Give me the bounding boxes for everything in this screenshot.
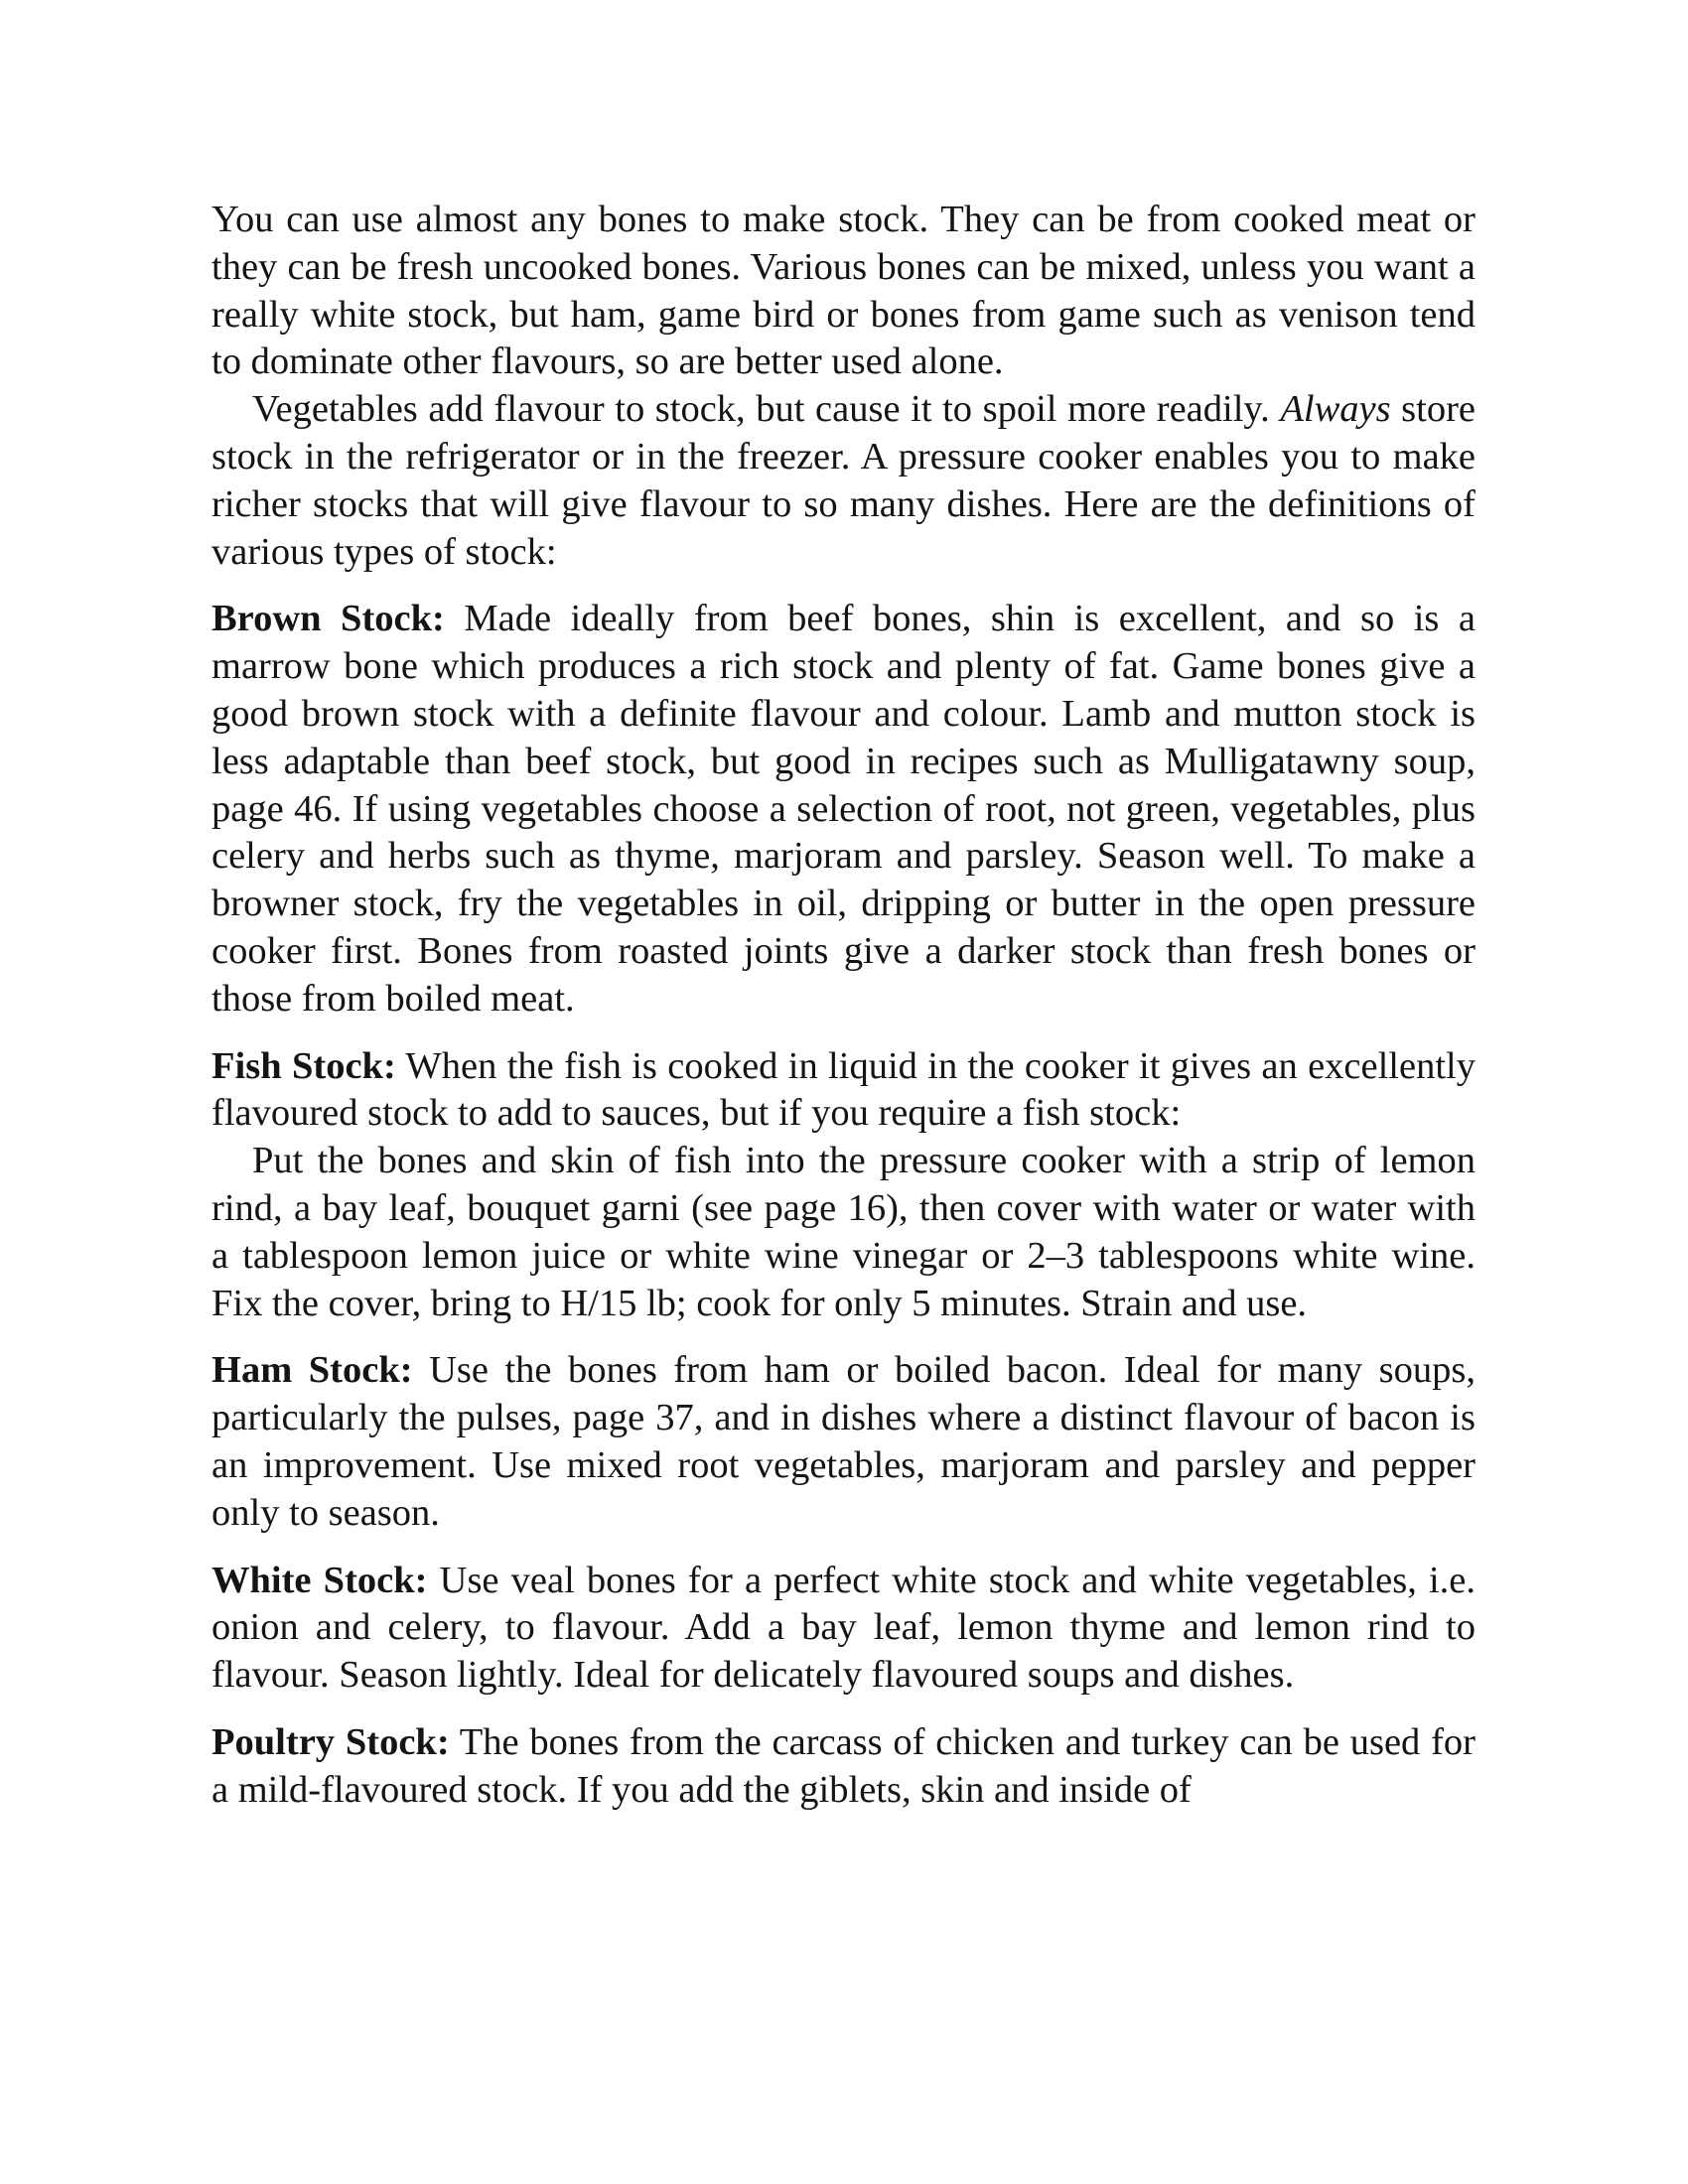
entry-ham-stock [211, 1347, 1476, 1537]
term-white-stock: White Stock: [211, 1559, 428, 1601]
term-brown-stock: Brown Stock: [211, 598, 445, 640]
term-poultry-stock: Poultry Stock: [211, 1720, 450, 1763]
definition-brown-stock: Made ideally from beef bones, shin is excellent, and so is a marrow bone which produces a rich stock and plenty of fat. Game bones give a good brown stock with a definite flavour and colour. Lamb and mutton stock is less adaptable than beef stock, but good in recipes such as Mulligatawny soup, page 46. If using vegetables choose a selection of root, not green, vegetables, plus celery and herbs such as thyme, marjoram and parsley. Season well. To make a browner stock, fry the vegetables in oil, dripping or butter in the open pressure cooker first. Bones from roasted joints give a darker stock than fresh bones or those from boiled meat. [211, 598, 1476, 1020]
intro-paragraph: You can use almost any bones to make stock. They can be from cooked meat or they can be fresh uncooked bones. Various bones can be mixed, unless you want a really white stock, but ham, game bird or bones from game such as venison tend to dominate other flavours, so are better used alone. [211, 199, 1476, 383]
page-body [211, 197, 1476, 1815]
intro-paragraph-vegetables [211, 386, 1476, 576]
definition-fish-stock: When the fish is cooked in liquid in the cooker it gives an excellently flavoured stock to add to sauces, but if you require a fish stock: [211, 1044, 1476, 1135]
intro-text: Vegetables add flavour to stock, but cause it to spoil more readily. [252, 388, 1281, 431]
intro-text: store stock in the refrigerator or in the freezer. A pressure cooker enables you to make richer stocks that will give flavour to so many dishes. Here are the definitions of various types of stock: [211, 388, 1476, 573]
definition-white-stock: Use veal bones for a perfect white stock and white vegetables, i.e. onion and celery, to flavour. Add a bay leaf, lemon thyme and lemon rind to flavour. Season lightly. Ideal for delicately flavoured soups and dishes. [211, 1559, 1477, 1697]
entry-white-stock [211, 1558, 1476, 1700]
entry-fish-stock [211, 1043, 1476, 1139]
definition-poultry-stock: The bones from the carcass of chicken and turkey can be used for a mild-flavoured stock. If you add the giblets, skin and inside of [211, 1720, 1476, 1811]
definition-ham-stock: Use the bones from ham or boiled bacon. Ideal for many soups, particularly the pulses, page 37, and in dishes where a distinct flavour of bacon is an improvement. Use mixed root vegetables, marjoram and parsley and pepper only to season. [211, 1349, 1476, 1534]
term-fish-stock: Fish Stock: [211, 1044, 396, 1087]
term-ham-stock: Ham Stock: [211, 1349, 413, 1392]
fish-stock-method: Put the bones and skin of fish into the pressure cooker with a strip of lemon rind, a bay leaf, bouquet garni (see page 16), then cover with water or water with a tablespoon lemon juice or white wine vinegar or 2–3 tablespoons white wine. Fix the cover, bring to H/15 lb; cook for only 5 minutes. Strain and use. [211, 1140, 1476, 1324]
entry-poultry-stock [211, 1719, 1476, 1815]
emphasis-always: Always [1280, 388, 1391, 431]
entry-brown-stock [211, 596, 1476, 1023]
